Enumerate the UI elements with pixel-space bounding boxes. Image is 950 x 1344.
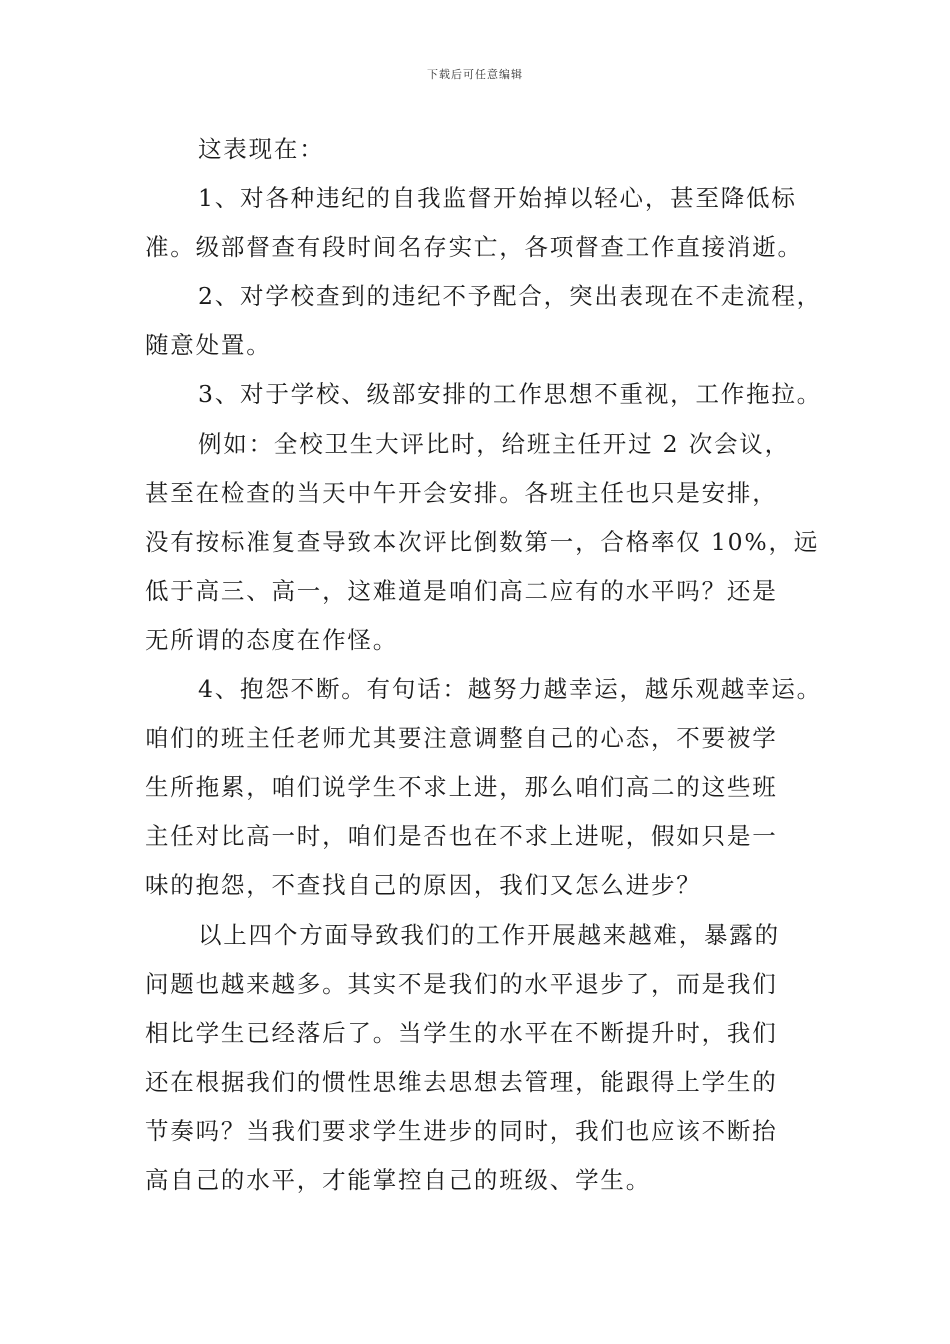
text-line: 味的抱怨，不查找自己的原因，我们又怎么进步？ — [145, 871, 702, 900]
text-line: 还在根据我们的惯性思维去思想去管理，能跟得上学生的 — [145, 1067, 778, 1096]
text-line: 1、对各种违纪的自我监督开始掉以轻心，甚至降低标 — [198, 184, 797, 213]
text-line: 低于高三、高一，这难道是咱们高二应有的水平吗？还是 — [145, 576, 778, 605]
text-line: 随意处置。 — [145, 331, 272, 360]
text-line: 3、对于学校、级部安排的工作思想不重视，工作拖拉。 — [198, 380, 822, 409]
text-line: 2、对学校查到的违纪不予配合，突出表现在不走流程， — [198, 282, 822, 311]
document-body — [145, 125, 825, 1205]
text-line: 咱们的班主任老师尤其要注意调整自己的心态，不要被学 — [145, 724, 778, 753]
text-line: 生所拖累，咱们说学生不求上进，那么咱们高二的这些班 — [145, 773, 778, 802]
text-line: 甚至在检查的当天中午开会安排。各班主任也只是安排， — [145, 478, 778, 507]
header-note: 下载后可任意编辑 — [427, 68, 523, 81]
text-line: 无所谓的态度在作怪。 — [145, 625, 398, 654]
text-line: 问题也越来越多。其实不是我们的水平退步了，而是我们 — [145, 969, 778, 998]
text-line: 相比学生已经落后了。当学生的水平在不断提升时，我们 — [145, 1018, 778, 1047]
text-line: 主任对比高一时，咱们是否也在不求上进呢，假如只是一 — [145, 822, 778, 851]
text-line: 以上四个方面导致我们的工作开展越来越难，暴露的 — [198, 920, 780, 949]
text-line: 没有按标准复查导致本次评比倒数第一，合格率仅 10%，远 — [145, 527, 820, 556]
text-line: 准。级部督查有段时间名存实亡，各项督查工作直接消逝。 — [145, 233, 803, 262]
text-line: 高自己的水平，才能掌控自己的班级、学生。 — [145, 1165, 651, 1194]
text-line: 节奏吗？当我们要求学生进步的同时，我们也应该不断抬 — [145, 1116, 778, 1145]
text-line: 例如：全校卫生大评比时，给班主任开过 2 次会议， — [198, 429, 790, 458]
text-line: 4、抱怨不断。有句话：越努力越幸运，越乐观越幸运。 — [198, 675, 822, 704]
text-line: 这表现在： — [198, 135, 325, 163]
